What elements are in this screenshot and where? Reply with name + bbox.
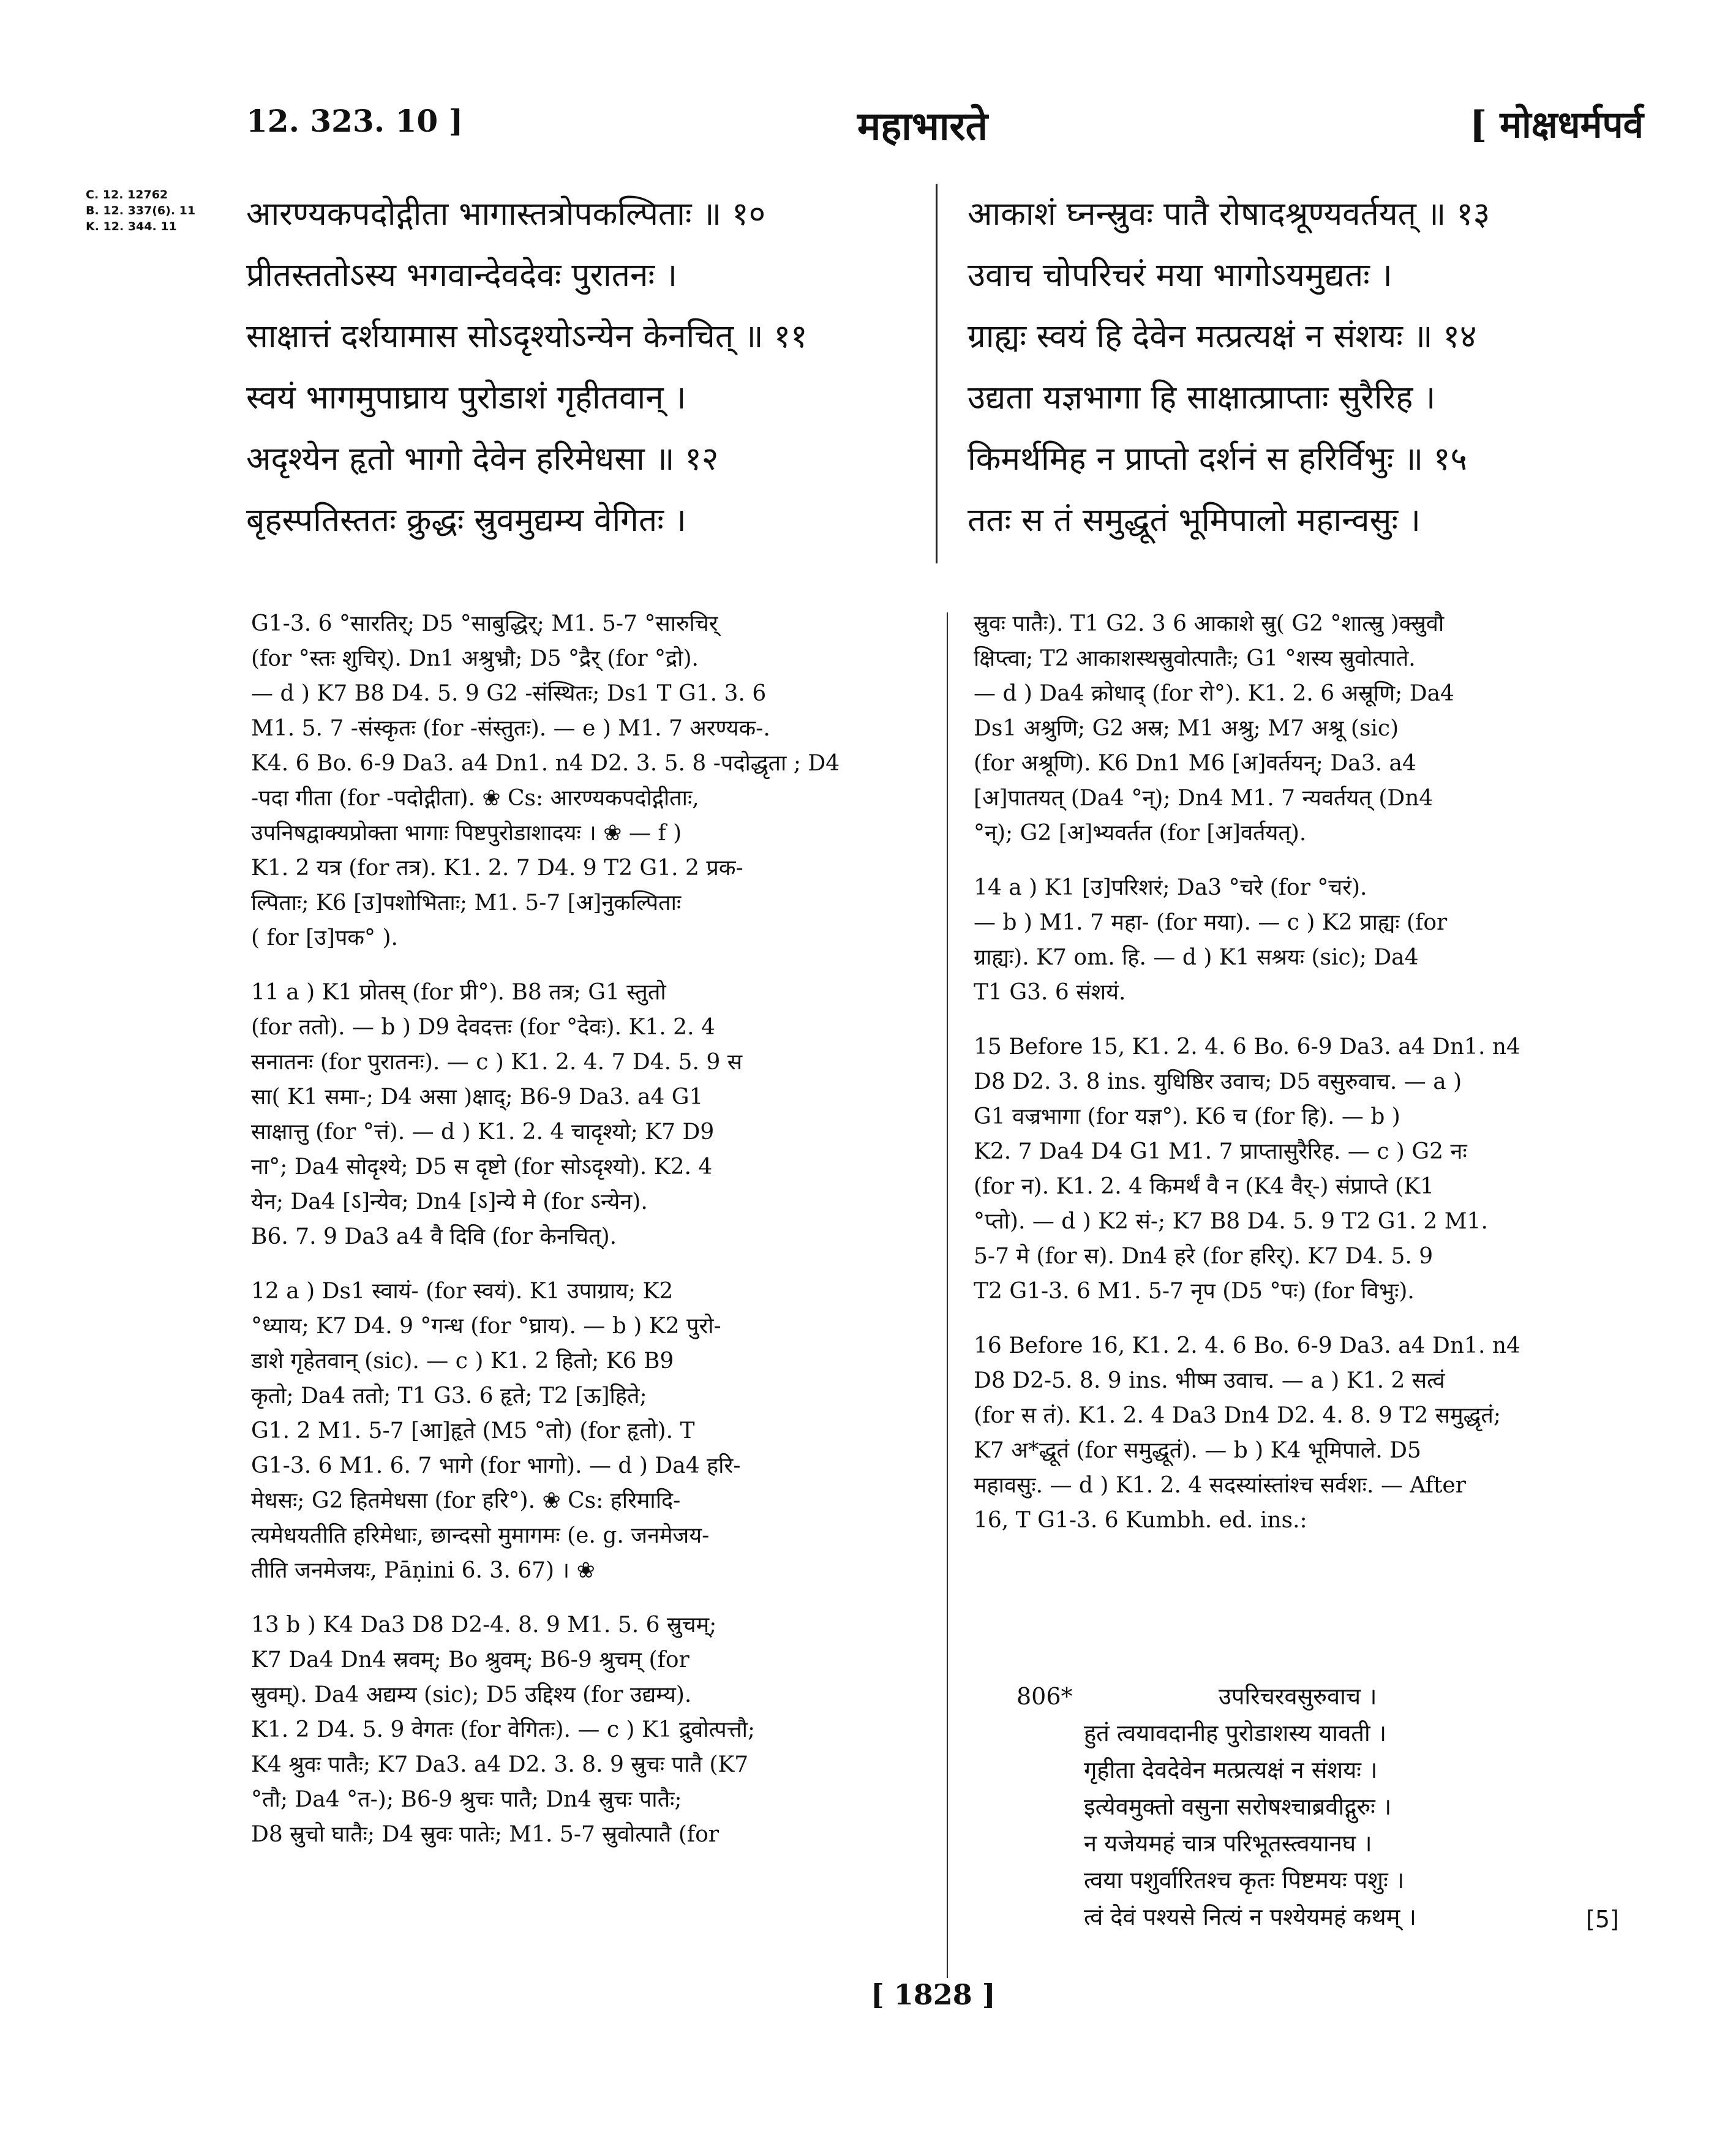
note-line: सा( K1 समा-; D4 असा )क्षाद्; B6-9 Da3. a4 G1 [251, 1085, 704, 1110]
verse-line: आरण्यकपदोद्गीता भागास्तत्रोपकल्पिताः ॥ १० [246, 195, 766, 233]
note-line: G1-3. 6 M1. 6. 7 भागे (for भागो). — d ) Da4 हरि- [251, 1453, 741, 1478]
note-line: °प्तो). — d ) K2 सं-; K7 B8 D4. 5. 9 T2 G1. 2 M1. [974, 1209, 1488, 1234]
passage-line: गृहीता देवदेवेन मत्प्रत्यक्षं न संशयः । [1084, 1756, 1378, 1783]
note-line: (for °स्तः शुचिर्). Dn1 अश्रुभ्रौ; D5 °द्रैर् (for °द्रो). [251, 646, 699, 671]
note-line: K7 अ*द्धूतं (for समुद्धूतं). — b ) K4 भूमिपाले. D5 [974, 1438, 1421, 1463]
passage-line: इत्येवमुक्तो वसुना सरोषश्चाब्रवीद्गुरुः । [1084, 1793, 1392, 1820]
passage-number: 806* [1016, 1683, 1073, 1710]
note-line: °तौ; Da4 °त-); B6-9 श्रुचः पातै; Dn4 स्रुचः पातैः; [251, 1787, 682, 1812]
note-line: [अ]पातयत् (Da4 °न्); Dn4 M1. 7 न्यवर्तयत् (Dn4 [974, 786, 1434, 811]
note-line: सनातनः (for पुरातनः). — c ) K1. 2. 4. 7 D4. 5. 9 स [251, 1050, 743, 1075]
note-line: (for अश्रूणि). K6 Dn1 M6 [अ]वर्तयन्; Da3. a4 [974, 751, 1416, 776]
verse-line: आकाशं घ्नन्स्रुवः पातै रोषादश्रूण्यवर्तयत् ॥ १३ [968, 195, 1490, 233]
note-line: K4. 6 Bo. 6-9 Da3. a4 Dn1. n4 D2. 3. 5. 8 -पदोद्धृता ; D4 [251, 751, 840, 776]
verse-line: साक्षात्तं दर्शयामास सोऽदृश्योऽन्येन केनचित् ॥ ११ [246, 318, 808, 355]
note-line: ग्राह्यः). K7 om. हि. — d ) K1 सश्रयः (sic); Da4 [974, 945, 1419, 970]
note-line: D8 स्रुचो घातैः; D4 स्रुवः पातेः; M1. 5-7 स्रुवोत्पातै (for [251, 1822, 720, 1847]
note-line: त्यमेधयतीति हरिमेधाः, छान्दसो मुमागमः (e. g. जनमेजय- [251, 1523, 710, 1548]
note-line: M1. 5. 7 -संस्कृतः (for -संस्तुतः). — e ) M1. 7 अरण्यक-. [251, 716, 770, 741]
note-line: उपनिषद्वाक्यप्रोक्ता भागाः पिष्टपुरोडाशादयः । ❀ — f ) [251, 821, 682, 846]
passage-heading: उपरिचरवसुरुवाच । [1219, 1683, 1377, 1710]
note-line: ल्पिताः; K6 [उ]पशोभिताः; M1. 5-7 [अ]नुकल्पिताः [251, 890, 682, 916]
column-divider [936, 184, 938, 563]
note-line: (for स तं). K1. 2. 4 Da3 Dn4 D2. 4. 8. 9 T2 समुद्धृतं; [974, 1403, 1501, 1428]
note-line: B6. 7. 9 Da3 a4 वै दिवि (for केनचित्). [251, 1224, 617, 1249]
note-line: K7 Da4 Dn4 स्रवम्; Bo श्रुवम्; B6-9 श्रुचम् (for [251, 1647, 690, 1673]
note-line: — d ) Da4 क्रोधाद् (for रो°). K1. 2. 6 अस्रूणि; Da4 [974, 681, 1454, 706]
note-block [251, 606, 925, 955]
note-line: -पदा गीता (for -पदोद्गीता). ❀ Cs: आरण्यकपदोद्गीताः, [251, 786, 699, 811]
verse-line: स्वयं भागमुपाघ्राय पुरोडाशं गृहीतवान् । [246, 379, 686, 416]
note-line: K1. 2 D4. 5. 9 वेगतः (for वेगितः). — c ) K1 द्रुवोत्पत्तौ; [251, 1717, 756, 1742]
verse-line: बृहस्पतिस्ततः क्रुद्धः स्रुवमुद्यम्य वेगितः । [246, 502, 686, 539]
verse-line: उद्यता यज्ञभागा हि साक्षात्प्राप्ताः सुरैरिह । [968, 379, 1436, 416]
verse-column-right [968, 184, 1659, 551]
note-line: मेधसः; G2 हितमेधसा (for हरि°). ❀ Cs: हरिमादि- [251, 1488, 681, 1513]
note-line: 15 Before 15, K1. 2. 4. 6 Bo. 6-9 Da3. a4 Dn1. n4 [974, 1034, 1520, 1059]
note-line: 5-7 मे (for स). Dn4 हरे (for हरिर्). K7 D4. 5. 9 [974, 1244, 1434, 1269]
note-line: 16, T G1-3. 6 Kumbh. ed. ins.: [974, 1508, 1307, 1533]
note-line: G1-3. 6 °सारतिर्; D5 °साबुद्धिर्; M1. 5-7 °सारुचिर् [251, 611, 718, 636]
note-line: महावसुः. — d ) K1. 2. 4 सदस्यांस्तांश्च सर्वशः. — After [974, 1473, 1466, 1498]
note-line: °न्); G2 [अ]भ्यवर्तत (for [अ]वर्तयत्). [974, 821, 1307, 846]
note-line: — d ) K7 B8 D4. 5. 9 G2 -संस्थितः; Ds1 T G1. 3. 6 [251, 681, 767, 706]
critical-apparatus-left [251, 606, 925, 1872]
notes-column-divider [947, 612, 948, 1978]
verse-line: प्रीतस्ततोऽस्य भगवान्देवदेवः पुरातनः । [246, 257, 678, 294]
note-line: T1 G3. 6 संशयं. [974, 980, 1126, 1005]
concordance-references [86, 187, 195, 235]
crossref-line: C. 12. 12762 [86, 188, 168, 201]
note-line: 16 Before 16, K1. 2. 4. 6 Bo. 6-9 Da3. a4 Dn1. n4 [974, 1333, 1520, 1358]
note-line: 14 a ) K1 [उ]परिशरं; Da3 °चरे (for °चरं). [974, 875, 1367, 900]
note-line: Ds1 अश्रुणि; G2 अस्र; M1 अश्रु; M7 अश्रू (sic) [974, 716, 1399, 741]
passage-lines [1084, 1715, 1416, 1935]
note-line: K4 श्रुवः पातैः; K7 Da3. a4 D2. 3. 8. 9 स्रुचः पातै (K7 [251, 1752, 749, 1777]
verse-column-left [246, 184, 920, 551]
note-line: साक्षात्तु (for °त्तं). — d ) K1. 2. 4 चादृश्यो; K7 D9 [251, 1119, 715, 1145]
page-number: [ 1828 ] [871, 1978, 996, 2011]
note-line: 12 a ) Ds1 स्वायं- (for स्वयं). K1 उपाग्राय; K2 [251, 1279, 674, 1304]
verse-line: ततः स तं समुद्धूतं भूमिपालो महान्वसुः । [968, 502, 1421, 539]
line-count-marker: [5] [1586, 1906, 1619, 1933]
running-head-section: [ मोक्षधर्मपर्व [1470, 103, 1644, 146]
note-line: 13 b ) K4 Da3 D8 D2-4. 8. 9 M1. 5. 6 स्रुचम्; [251, 1612, 717, 1638]
note-line: स्रुवम्). Da4 अद्यम्य (sic); D5 उद्दिश्य (for उद्यम्य). [251, 1682, 692, 1707]
note-line: (for न). K1. 2. 4 किमर्थं वै न (K4 वैर्-) संप्राप्ते (K1 [974, 1174, 1434, 1199]
passage-line: हुतं त्वयावदानीह पुरोडाशस्य यावती । [1084, 1720, 1387, 1747]
note-line: D8 D2. 3. 8 ins. युधिष्ठिर उवाच; D5 वसुरुवाच. — a ) [974, 1069, 1462, 1094]
running-head-title: महाभारते [857, 103, 988, 149]
note-block [251, 1274, 925, 1588]
note-line: G1 वज्रभागा (for यज्ञ°). K6 च (for हि). — b ) [974, 1104, 1400, 1129]
note-line: येन; Da4 [ऽ]न्येव; Dn4 [ऽ]न्ये मे (for ऽन्येन). [251, 1189, 648, 1214]
note-line: कृतो; Da4 ततो; T1 G3. 6 हृते; T2 [ऊ]हिते; [251, 1383, 647, 1409]
note-line: K2. 7 Da4 D4 G1 M1. 7 प्राप्तासुरैरिह. — c ) G2 नः [974, 1139, 1467, 1164]
note-line: डाशे गृहेतवान् (sic). — c ) K1. 2 हितो; K6 B9 [251, 1349, 674, 1374]
note-line: — b ) M1. 7 महा- (for मया). — c ) K2 प्राह्यः (for [974, 910, 1448, 935]
crossref-line: K. 12. 344. 11 [86, 220, 177, 233]
verse-line: अदृश्येन हृतो भागो देवेन हरिमेधसा ॥ १२ [246, 440, 719, 478]
note-block [974, 606, 1647, 851]
verse-line: ग्राह्यः स्वयं हि देवेन मत्प्रत्यक्षं न संशयः ॥ १४ [968, 318, 1477, 355]
note-line: स्रुवः पातैः). T1 G2. 3 6 आकाशे स्रु( G2 °शात्स्रु )क्स्रुवौ [974, 611, 1445, 636]
crossref-line: B. 12. 337(6). 11 [86, 204, 196, 217]
note-line: G1. 2 M1. 5-7 [आ]हृते (M5 °तो) (for हृतो). T [251, 1418, 695, 1443]
note-line: तीति जनमेजयः, Pāṇini 6. 3. 67) । ❀ [251, 1558, 595, 1583]
running-head-reference: 12. 323. 10 ] [246, 103, 464, 139]
note-block [974, 1029, 1647, 1309]
critical-apparatus-right [974, 606, 1647, 1557]
passage-line: त्वं देवं पश्यसे नित्यं न पश्येयमहं कथम् । [1084, 1903, 1416, 1930]
note-line: K1. 2 यत्र (for तत्र). K1. 2. 7 D4. 9 T2 G1. 2 प्रक- [251, 856, 743, 881]
passage-line: न यजेयमहं चात्र परिभूतस्त्वयानघ । [1084, 1830, 1372, 1857]
note-block [974, 870, 1647, 1010]
note-line: ( for [उ]पक° ). [251, 925, 398, 950]
note-line: °ध्याय; K7 D4. 9 °गन्ध (for °घ्राय). — b ) K2 पुरो- [251, 1314, 721, 1339]
note-block [974, 1328, 1647, 1538]
note-block [251, 1608, 925, 1852]
verse-line: किमर्थमिह न प्राप्तो दर्शनं स हरिर्विभुः ॥ १५ [968, 440, 1468, 478]
note-line: 11 a ) K1 प्रोतस् (for प्री°). B8 तत्र; G1 स्तुतो [251, 980, 666, 1005]
verse-line: उवाच चोपरिचरं मया भागोऽयमुद्यतः । [968, 257, 1392, 294]
note-block [251, 975, 925, 1254]
note-line: (for ततो). — b ) D9 देवदत्तः (for °देवः). K1. 2. 4 [251, 1015, 715, 1040]
note-line: T2 G1-3. 6 M1. 5-7 नृप (D5 °पः) (for विभुः). [974, 1279, 1415, 1304]
note-line: D8 D2-5. 8. 9 ins. भीष्म उवाच. — a ) K1. 2 सत्वं [974, 1368, 1445, 1393]
note-line: क्षिप्त्वा; T2 आकाशस्थस्रुवोत्पातैः; G1 °शस्य स्रुवोत्पाते. [974, 646, 1416, 671]
note-line: ना°; Da4 सोदृश्ये; D5 स दृष्टो (for सोऽदृश्यो). K2. 4 [251, 1154, 713, 1180]
passage-line: त्वया पशुर्वारितश्च कृतः पिष्टमयः पशुः । [1084, 1867, 1405, 1894]
